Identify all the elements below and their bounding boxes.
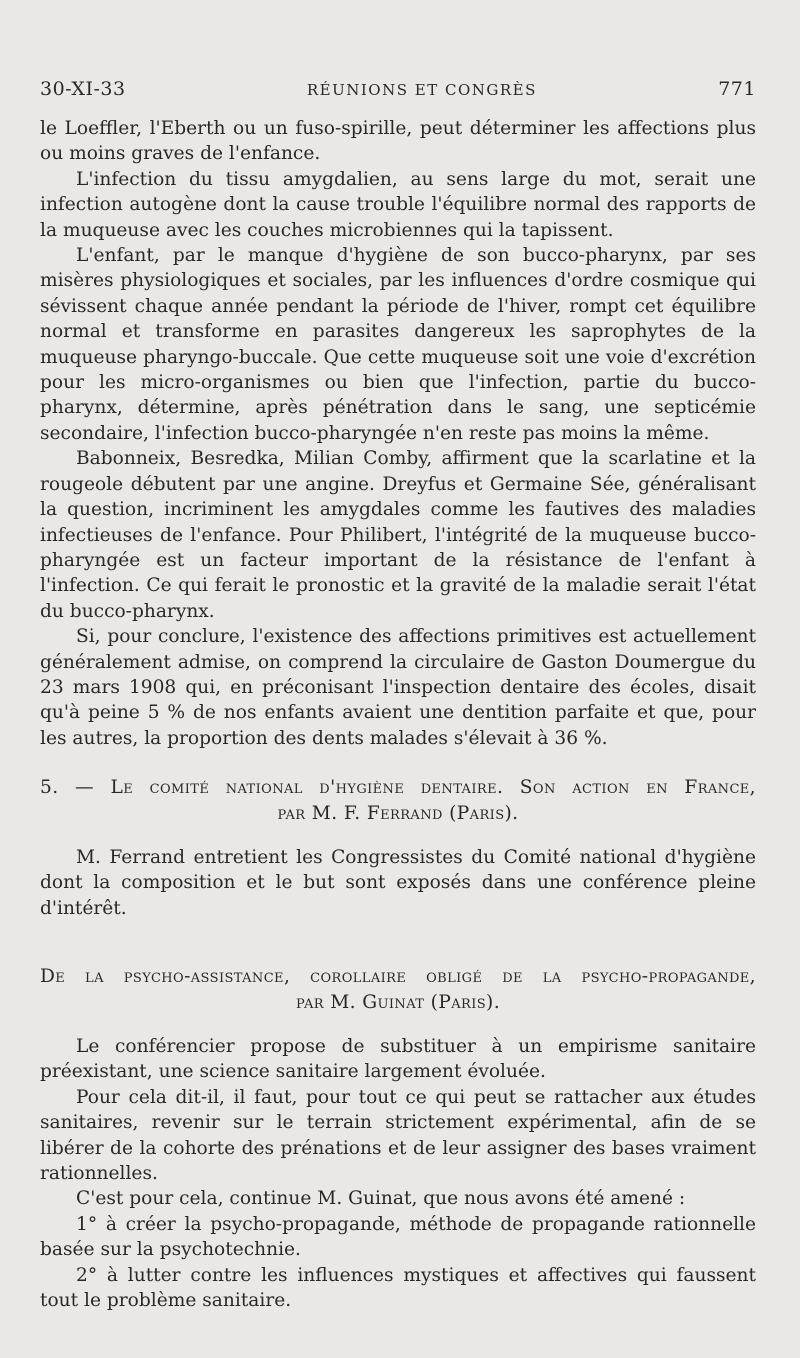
paragraph: 1° à créer la psycho-propagande, méthode de propagande rationnelle basée sur la psychotechnie. <box>40 1213 756 1261</box>
running-header <box>40 78 756 100</box>
paragraph: M. Ferrand entretient les Congressistes du Comité national d'hygiène dont la composition et le but sont exposés dans une conférence pleine d'intérêt. <box>40 846 756 919</box>
section-byline <box>40 990 756 1015</box>
section-byline <box>40 801 756 826</box>
section-heading <box>40 964 756 989</box>
paragraph: L'infection du tissu amygdalien, au sens large du mot, serait une infection autogène dont la cause trouble l'équilibre normal des rapports de la muqueuse avec les couches microbiennes qui la tapissent. <box>40 168 756 241</box>
section-author: par M. F. Ferrand (Paris). <box>277 802 519 824</box>
paragraph: C'est pour cela, continue M. Guinat, que nous avons été amené : <box>76 1188 686 1210</box>
paragraph: Si, pour conclure, l'existence des affections primitives est actuellement généralement admise, on comprend la circulaire de Gaston Doumergue du 23 mars 1908 qui, en préconisant l'inspection dentaire des écoles, disait qu'à peine 5 % de nos enfants avaient une dentition parfaite et que, pour les autres, la proportion des dents malades s'élevait à 36 %. <box>40 626 756 749</box>
paragraph: L'enfant, par le manque d'hygiène de son bucco-pharynx, par ses misères physiologiques et sociales, par les influences d'ordre cosmique qui sévissent chaque année pendant la période de l'hiver, rompt cet équilibre normal et transforme en parasites dangereux les saprophytes de la muqueuse pharyngo-buccale. Que cette muqueuse soit une voie d'excrétion pour les micro-organismes ou bien que l'infection, partie du bucco-pharynx, détermine, après pénétration dans le sang, une septicémie secondaire, l'infection bucco-pharyngée n'en reste pas moins la même. <box>40 245 756 444</box>
paragraph: 2° à lutter contre les influences mystiques et affectives qui faussent tout le problème sanitaire. <box>40 1264 756 1312</box>
section-heading <box>40 775 756 800</box>
section-author: par M. Guinat (Paris). <box>295 991 501 1013</box>
page-number: 771 <box>718 78 756 100</box>
section-title: De la psycho-assistance, corollaire obligé de la psycho-propagande, <box>40 966 756 988</box>
paragraph: le Loeffler, l'Eberth ou un fuso-spirille, peut déterminer les affections plus ou moins graves de l'enfance. <box>40 118 756 165</box>
paragraph: Babonneix, Besredka, Milian Comby, affirment que la scarlatine et la rougeole débutent par une angine. Dreyfus et Germaine Sée, généralisant la question, incriminent les amygdales comme les fautives des maladies infectieuses de l'enfance. Pour Philibert, l'intégrité de la muqueuse bucco-pharyngée est un facteur important de la résistance de l'enfant à l'infection. Ce qui ferait le pronostic et la gravité de la maladie serait l'état du bucco-pharynx. <box>40 448 756 622</box>
running-title: RÉUNIONS ET CONGRÈS <box>306 81 537 99</box>
header-date: 30-XI-33 <box>40 78 126 100</box>
section-title: 5. — Le comité national d'hygiène dentaire. Son action en France, <box>40 777 756 799</box>
paragraph: Pour cela dit-il, il faut, pour tout ce qui peut se rattacher aux études sanitaires, revenir sur le terrain strictement expérimental, afin de se libérer de la cohorte des prénations et de leur assigner des bases vraiment rationnelles. <box>40 1086 756 1185</box>
paragraph: Le conférencier propose de substituer à un empirisme sanitaire préexistant, une science sanitaire largement évoluée. <box>40 1036 756 1083</box>
